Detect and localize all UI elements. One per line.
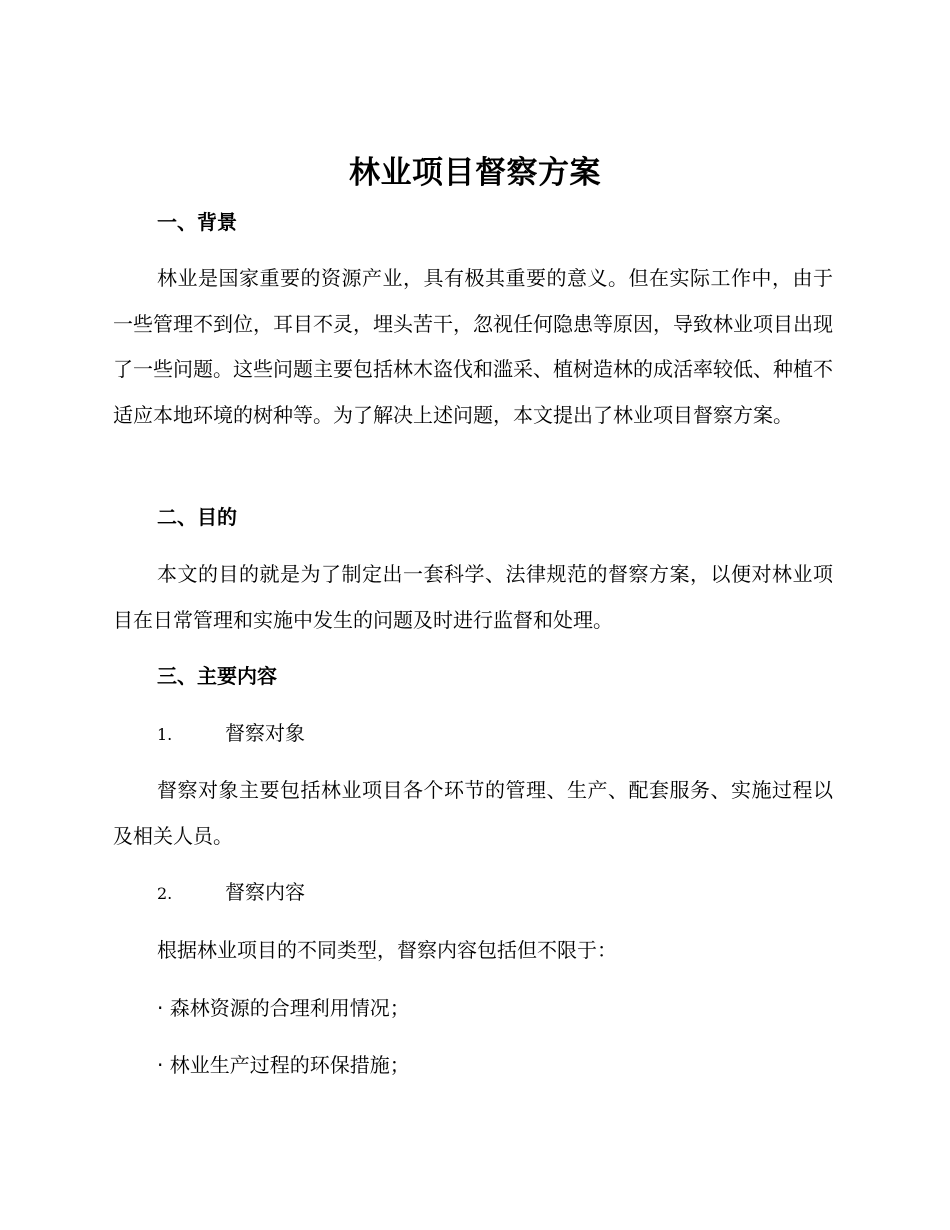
bullet-item: · 林业生产过程的环保措施； <box>157 1053 410 1077</box>
item-number: 1. <box>157 725 173 744</box>
section-heading-background: 一、背景 <box>157 210 237 234</box>
item-title: 督察对象 <box>225 721 305 745</box>
background-paragraph: 林业是国家重要的资源产业，具有极其重要的意义。但在实际工作中，由于一些管理不到位，耳目不灵，埋头苦干，忽视任何隐患等原因，导致林业项目出现了一些问题。这些问题主要包括林木盗伐和滥采、植树造林的成活率较低、种植不适应本地环境的树种等。为了解决上述问题，本文提出了林业项目督察方案。 <box>113 266 833 427</box>
bullet-item: · 森林资源的合理利用情况； <box>157 996 410 1020</box>
document-title: 林业项目督察方案 <box>349 155 601 191</box>
numbered-item-supervision-content <box>157 878 305 908</box>
supervision-content-intro: 根据林业项目的不同类型，督察内容包括但不限于： <box>157 938 617 962</box>
numbered-item-supervision-target <box>157 719 305 749</box>
section-heading-main-content: 三、主要内容 <box>157 664 277 688</box>
purpose-paragraph: 本文的目的就是为了制定出一套科学、法律规范的督察方案，以便对林业项目在日常管理和实施中发生的问题及时进行监督和处理。 <box>113 562 833 632</box>
supervision-target-paragraph: 督察对象主要包括林业项目各个环节的管理、生产、配套服务、实施过程以及相关人员。 <box>113 778 833 848</box>
section-heading-purpose: 二、目的 <box>157 505 237 529</box>
item-title: 督察内容 <box>225 880 305 904</box>
item-number: 2. <box>157 884 173 903</box>
